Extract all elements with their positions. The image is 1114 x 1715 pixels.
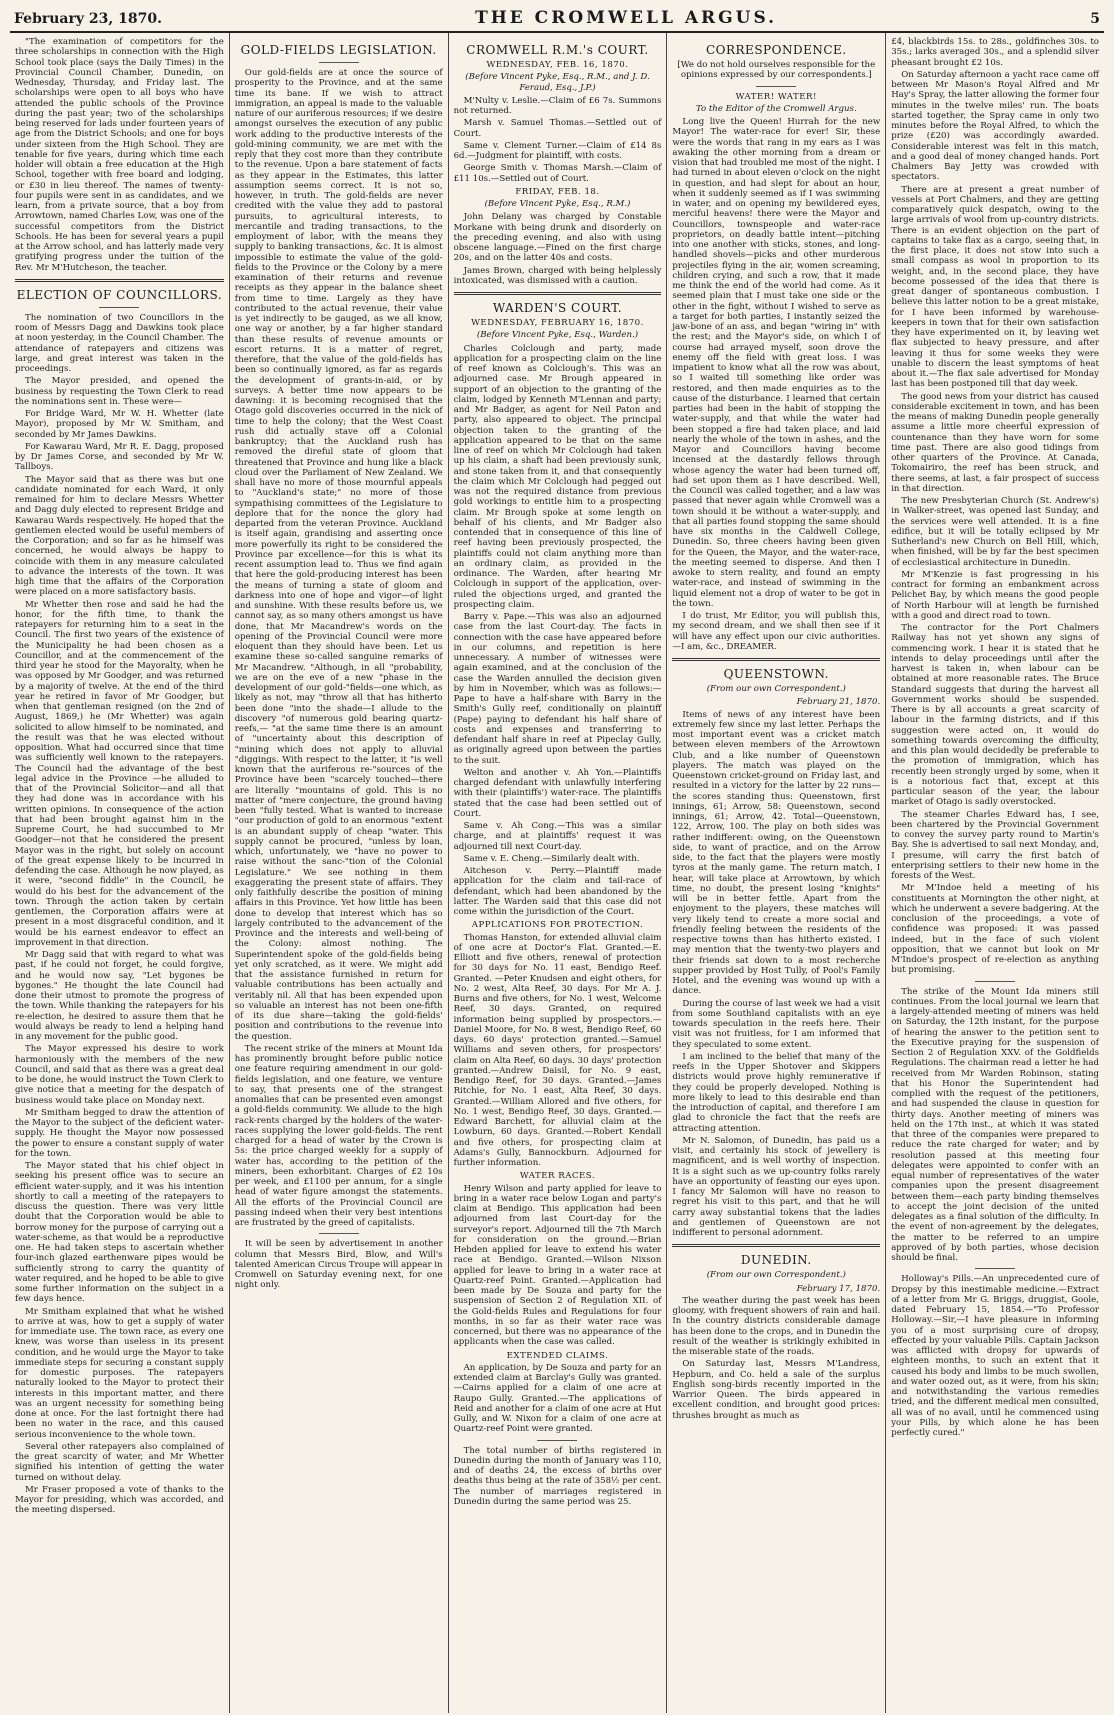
- court-date: FRIDAY, FEB. 18.: [515, 186, 600, 197]
- court-case: Charles Colclough and party, made application for a prospecting claim on the line of reef known as Colclough's. This was an adjourned case. Mr Brough appeared in support of an objection to the granting of the claim, lodged by Kenneth M'Lennan and party; and Mr Badger, as agent for Neil Paton and party, also appeared to object. The principal objection taken to the granting of the application appeared to be that on the same line of reef on which Mr Colclough had taken up his claim, a shaft had been previously sunk, and stone taken from it, and that consequently the claim which Mr Colclough had pegged out was not the required distance from previous gold workings to entitle him to a prospecting claim. Mr Brough spoke at some length on behalf of his clients, and Mr Badger also contended that in consequence of this line of reef having been previously prospected, the plaintiffs could not claim anything more than an ordinary claim, as provided in the ordinance. The Warden, after hearing Mr Colclough in support of the application, over-ruled the objections urged, and granted the prospecting claim.: [453, 343, 662, 610]
- issue-date: February 23, 1870.: [14, 11, 162, 27]
- court-date: WEDNESDAY, FEBRUARY 16, 1870.: [471, 318, 644, 328]
- editorial-note: [We do not hold ourselves responsible for the opinions expressed by our correspondents.]: [677, 60, 876, 81]
- section-subheading: APPLICATIONS FOR PROTECTION.: [471, 920, 644, 931]
- article-paragraph: During the course of last week we had a visit from some Southland capitalists with an eye towards speculation in the reefs here. Their visit was not fruitless, for I am informed that they speculated to some extent.: [672, 998, 881, 1050]
- dateline: February 21, 1870.: [796, 697, 881, 708]
- column-2: [229, 33, 448, 1713]
- newspaper-title: THE CROMWELL ARGUS.: [475, 8, 778, 28]
- divider: [672, 1244, 880, 1247]
- court-case: Henry Wilson and party applied for leave to bring in a water race below Logan and party's claim at Bendigo. This application had been adjourned from last Court-day for the surveyor's report. Adjourned till the 7th March for consideration on the ground.—Brian Hebden applied for leave to extend his water race at Bendigo. Granted.—Wilson Nixson applied for leave to bring in a water race at Quartz-reef Point. Granted.—Application had been made by De Souza and party for the suspension of Section 2 of Regulation XII. of the Gold-fields Rules and Regulations for four months, in so far as their water race was concerned, but there was no appearance of the applicants when the case was called.: [453, 1183, 662, 1348]
- article-paragraph: Items of news of any interest have been extremely few since my last letter. Perhaps the most important event was a cricket match between eleven members of the Arrowtown Club, and a like number of Queenstown players. The match was played on the Queenstown cricket-ground on Friday last, and resulted in a victory for the latter by 22 runs—the scores standing thus: Queenstown, first innings, 61; Arrow, 58: Queenstown, second innings, 61; Arrow, 42. Total—Queenstown, 122, Arrow, 100. The play on both sides was rather indifferent: owing, on the Queenstown side, to want of practice, and on the Arrow side, to the fact that the players were mostly tyros at the manly game. The return match, I hear, will take place at Arrowtown, by which time, no doubt, the present losing "knights" will be in better fettle. Apart from the enjoyment to the players, these matches will very likely tend to create a more social and friendly feeling between the residents of the respective towns than has hitherto existed. I may mention that the twenty-two players and their friends sat down to a most recherche supper provided by Host Tully, of Pool's Family Hotel, and the evening was wound up with a dance.: [672, 709, 881, 997]
- births-notice: The total number of births registered in Dunedin during the month of January was 110, and of deaths 24, the excess of births over deaths thus being at the rate of 358½ per cent. The number of marriages registered in Dunedin during the same period was 25.: [453, 1445, 662, 1507]
- article-paragraph: The good news from your district has caused considerable excitement in town, and has been the means of making Dunedin people generally assume a little more cheerful expression of countenance than they have worn for some time past. There are also good tidings from other quarters of the Province. At Canada, Tokomairiro, the reef has been struck, and there seems, at last, a fair prospect of success in that direction.: [891, 391, 1099, 494]
- article-paragraph: Mr Smitham begged to draw the attention of the Mayor to the subject of the deficient water-supply. He thought the Mayor now possessed the power to ensure a constant supply of water for the town.: [15, 1107, 224, 1159]
- divider: [454, 292, 662, 295]
- article-paragraph: The new Presbyterian Church (St. Andrew's) in Walker-street, was opened last Sunday, and the services were well attended. It is a fine edifice, but it will be totally eclipsed by Mr Sutherland's new Church on Bell Hill, which, when finished, will be by far the best specimen of ecclesiastical architecture in Dunedin.: [891, 496, 1099, 568]
- divider: [672, 658, 880, 661]
- article-paragraph: The Mayor stated that his chief object in seeking his present office was to secure an efficient water-supply, and it was his intention shortly to call a meeting of the ratepayers to discuss the question. There was very little doubt that the Corporation would be able to borrow money for the purpose of carrying out a water-scheme, as that would be a reproductive one. He had taken steps to ascertain whether four-inch glazed earthenware pipes would be sufficiently strong to carry the quantity of water required, and he hoped to be able to give some further information on the subject in a few days hence.: [15, 1161, 224, 1305]
- court-case: Same v. Clement Turner.—Claim of £14 8s 6d.—Judgment for plaintiff, with costs.: [453, 140, 662, 161]
- letter-title: WATER! WATER!: [735, 91, 817, 102]
- short-rule: [975, 1268, 1015, 1269]
- article-paragraph: There are at present a great number of vessels at Port Chalmers, and they are getting comparatively quick despatch, owing to the large arrivals of wool from up-country districts. There is an evident objection on the part of captains to take flax as a cargo, seeing that, in the first place, it does not stow into such a small compass as wool in proportion to its weight, and, in the second place, they have become possessed of the idea that there is great danger of spontaneous combustion. I believe this latter notion to be a great mistake, for I have been informed by warehouse-keepers in town that for their own satisfaction they have experimented on it, by leaving wet flax subjected to heavy pressure, and after leaving it thus for some weeks they were unable to discern the least symptoms of heat about it.—The flax sale advertised for Monday last has been postponed till that day week.: [891, 184, 1099, 390]
- article-paragraph: For Kawarau Ward, Mr R. E. Dagg, proposed by Dr James Corse, and seconded by Mr W. Tallboys.: [15, 441, 224, 473]
- dunedin-heading: DUNEDIN.: [740, 1253, 812, 1268]
- court-case: Aitcheson v. Perry.—Plaintiff made application for the claim and tail-race of defendant, which had been abandoned by the latter. The Warden said that this case did not come within the jurisdiction of the Court.: [453, 866, 662, 917]
- wardens-court-heading: WARDEN'S COURT.: [492, 301, 623, 315]
- circus-notice: It will be seen by advertisement in another column that Messrs Bird, Blow, and Will's talented American Circus Troupe will appear in Cromwell on Saturday evening next, for one night only.: [234, 1239, 443, 1291]
- article-paragraph: Mr N. Salomon, of Dunedin, has paid us a visit, and certainly his stock of jewellery is magnificent, and is well worthy of inspection. It is a sight such as we up-country folks rarely have an opportunity of feasting our eyes upon. I fancy Mr Salomon will have no reason to regret his visit to this part, and that he will carry away substantial tokens that the ladies and gentlemen of Queenstown are not indifferent to personal adornment.: [672, 1135, 881, 1238]
- letter-body: Long live the Queen! Hurrah for the new Mayor! The water-race for ever! Sir, these were the words that rang in my ears as I was awaking the other morning from a dream or vision that had troubled me most of the night. I had turned in about eleven o'clock on the night in question, and had slept for about an hour, when it suddenly seemed as if I was swimming in water, and on opening my bewildered eyes, merciful heavens! there were the Mayor and Councillors, townspeople and water-race proprietors, on deadly battle intent—pitching into one another with sticks, stones, and long-handled shovels—picks and other murderous projectiles flying in the air, women screaming, children crying, and such a row, that it made me think the end of the world had come. As it seemed plain that I must take one side or the other in the fight, without I wished to serve as a target for both parties, I instantly seized the jaw-bone of an ass, and began "wiring in" with the rest; and the Mayor's side, on which I of course had arrayed myself, soon drove the enemy off the field with great loss. I was impatient to know what all the row was about, so I waited till something like order was restored, and then made enquiries as to the cause of the disturbance. I learned that certain parties had been in the habit of stopping the water-supply, and that while the water had been stopped a fire had taken place, and laid nearly the whole of the town in ashes, and the Mayor and Councillors having become incensed at the dastardly fellows through whose agency the water had been turned off, had set upon them as I have described. Well, the Council was called together, and a law was passed that never again while Cromwell was a town should it be without a water-supply, and that all parties found stopping the same should have six months in the Caldwell College, Dunedin. So, three cheers having been given for the Queen, the Mayor, and the water-race, the meeting seemed to disperse. And then I awoke to stern reality, and found an empty water-race, and instead of swimming in the liquid element not a drop of water to be got in the town.: [672, 117, 881, 609]
- short-rule: [975, 981, 1015, 982]
- scholarship-paragraph: "The examination of competitors for the three scholarships in connection with the High School took place (says the Daily Times) in the Provincial Council Chamber, Dunedin, on Wednesday, Thursday, and Friday last. The scholarships were open to all boys who have attended the public schools of the Province during the past year; two of the scholarships being reserved for lads under fourteen years of age from the District Schools; and one for boys under sixteen from the High School. They are tenable for five years, during which time each holder will obtain a free education at the High School, together with free board and lodging, or £30 in lieu thereof. The names of twenty-four pupils were sent in as candidates, and we learn, from a private source, that a boy from Arrowtown, named Charles Low, was one of the successful competitors from the District Schools. He has been for several years a pupil at the Arrow school, and has latterly made very gratifying progress under the tuition of the Rev. Mr M'Hutcheson, the teacher.: [15, 37, 224, 273]
- article-paragraph: £4, blackbirds 15s. to 28s., goldfinches 30s. to 35s.; larks averaged 30s., and a splendid silver pheasant brought £2 10s.: [891, 37, 1099, 68]
- article-paragraph: Mr M'Kenzie is fast progressing in his contract for forming an embankment across Pelichet Bay, by which means the good people of North Harbour will at length be furnished with a good and direct road to town.: [891, 569, 1099, 621]
- court-bench: (Before Vincent Pyke, Esq., Warden.): [476, 330, 639, 341]
- article-paragraph: The steamer Charles Edward has, I see, been chartered by the Provincial Government to convey the survey party round to Martin's Bay. She is advertised to sail next Monday, and, I presume, will carry the first batch of enterprising settlers to their new home in the forests of the West.: [891, 809, 1099, 881]
- article-paragraph: For Bridge Ward, Mr W. H. Whetter (late Mayor), proposed by Mr W. Smitham, and seconded by Mr James Dawkins.: [15, 409, 224, 440]
- section-subheading: EXTENDED CLAIMS.: [506, 1350, 609, 1361]
- correspondent-line: (From our own Correspondent.): [706, 684, 846, 694]
- article-paragraph: The Mayor said that as there was but one candidate nominated for each Ward, it only remained for him to declare Messrs Whetter and Dagg duly elected to represent Bridge and Kawarau Wards respectively. He hoped that the gentlemen elected would be useful members of the Corporation; and so far as he himself was concerned, he would always be happy to coincide with them in any measure calculated to advance the interests of the town. It was high time that the affairs of the Corporation were placed on a more satisfactory basis.: [15, 474, 224, 598]
- court-case: Same v. E. Cheng.—Similarly dealt with.: [463, 853, 640, 864]
- dateline: February 17, 1870.: [796, 1283, 881, 1294]
- divider: [15, 279, 224, 282]
- article-paragraph: I am inclined to the belief that many of the reefs in the Upper Shotover and Skippers districts would prove highly remunerative if they could be properly developed. Nothing is more likely to lead to this desirable end than the introduction of capital, and therefore I am glad to chronicle the fact that the reefs are attracting attention.: [672, 1051, 881, 1134]
- masthead: [10, 6, 1104, 33]
- court-case: James Brown, charged with being helplessly intoxicated, was dismissed with a caution.: [453, 265, 662, 286]
- article-paragraph: Several other ratepayers also complained of the great scarcity of water, and Mr Whetter signified his intention of getting the water turned on without delay.: [15, 1441, 224, 1483]
- article-paragraph: Mr Dagg said that with regard to what was past, if he could not forget, he could forgive, and he would now say, "Let bygones be bygones." He thought the late Council had done their utmost to promote the progress of the town. While thanking the ratepayers for his re-election, he desired to assure them that he would always be ready to lend a helping hand in any movement for the public good.: [15, 950, 224, 1042]
- court-bench: (Before Vincent Pyke, Esq., R.M.): [484, 199, 631, 209]
- article-paragraph: On Saturday afternoon a yacht race came off between Mr Mason's Royal Alfred and Mr Hay's Spray, the latter allowing the former four minutes in the twelve miles' run. The boats started together, the Spray came in only two minutes before the Royal Alfred, to which the prize (£20) was accordingly awarded. Considerable interest was felt in this match, and a good deal of money changed hands. Port Chalmers Bay Jetty was crowded with spectators.: [891, 69, 1099, 183]
- article-paragraph: The recent strike of the miners at Mount Ida has prominently brought before public notice one feature requiring amendment in our gold-fields legislation, and one feature, we venture to say, that presents one of the strangest anomalies that can be presented even amongst a gold-fields community. We allude to the high rack-rents charged by the holders of the water-races supplying the lower gold-fields. The rent charged for a head of water by the Crown is 5s: the price charged weekly for a supply of water has, according to the petition of the miners, been exhorbitant. Charges of £2 10s per week, and £1100 per annum, for a single head of water figure amongst the statements. All the efforts of the Provincial Council are passing indeed when their very best intentions are frustrated by the greed of capitalists.: [234, 1043, 443, 1228]
- court-case: Barry v. Pape.—This was also an adjourned case from the last Court-day. The facts in connection with the case have appeared before in our columns, and repetition is here unnecessary. A number of witnesses were again examined, and at the conclusion of the case the Warden annulled the decision given by him in November, which was as follows:—Pape to have a half-share with Barry in the Smith's Gully reef, conditionally on plaintiff (Pape) paying to defendant his half share of costs and expenses and transferring to defendant half share in reef at Pipeclay Gully, as originally agreed upon between the parties to the suit.: [453, 612, 662, 766]
- queenstown-heading: QUEENSTOWN.: [723, 667, 829, 681]
- column-4: [666, 33, 885, 1713]
- goldfields-heading: GOLD-FIELDS LEGISLATION.: [240, 43, 437, 57]
- article-paragraph: Mr M'Indoe held a meeting of his constituents at Mornington the other night, at which he underwent a severe badgering. At the conclusion of the proceedings, a vote of confidence was proposed: it was passed indeed, but in the face of such violent opposition, that we cannot but look on Mr M'Indoe's prospect of re-election as anything but promising.: [891, 883, 1099, 976]
- short-rule: [319, 62, 359, 63]
- article-paragraph: Mr Fraser proposed a vote of thanks to the Mayor for presiding, which was accorded, and the meeting dispersed.: [15, 1484, 224, 1516]
- court-case: John Delany was charged by Constable Morkane with being drunk and disorderly on the preceding evening, and also with using obscene language.—Fined on the first charge 20s, and on the latter 40s and costs.: [453, 212, 662, 264]
- correspondence-heading: CORRESPONDENCE.: [705, 43, 847, 57]
- short-rule: [319, 1233, 359, 1234]
- article-paragraph: On Saturday last, Messrs M'Landress, Hepburn, and Co. held a sale of the surplus English song-birds recently imported in the Warrior Queen. The birds appeared in excellent condition, and brought good prices: thrushes brought as much as: [672, 1359, 881, 1421]
- letter-signoff: I do trust, Mr Editor, you will publish this, my second dream, and we shall then see if it will have any effect upon our civic authorities. —I am, &c., DREAMER.: [672, 611, 881, 652]
- court-case: Marsh v. Samuel Thomas.—Settled out of Court.: [453, 118, 662, 139]
- article-paragraph: Our gold-fields are at once the source of prosperity to the Province, and at the same time its bane. If we wish to attract immigration, an appeal is made to the valuable nature of our auriferous resources; if we desire amongst ourselves the execution of any public work adding to the productive interests of the gold-mining community, we are met with the reply that they cost more than they contribute to the revenue. Upon a bare statement of facts as they appear in the Estimates, this latter assumption seems correct. It is not so, however, in truth. The gold-fields are never credited with the value they add to pastoral pursuits, to agricultural interests, to mercantile and trading transactions, to the employment of labor, with the means they supply to banking transactions, &c. It is almost impossible to estimate the value of the gold-fields to the Province or the Colony by a mere examination of their returns and revenue receipts as they appear in the balance sheet from time to time. Largely as they have contributed to the actual revenue, their value is yet indirectly to be gauged, as we all know, one way or another, by a far higher standard than these results of revenue amounts or escort returns. It is a matter of regret, therefore, that the value of the gold-fields has been so continually ignored, as far as regards the development of grants-in-aid, or by surveys. A better time now appears to be dawning: it is becoming recognised that the Otago gold discoveries occurred in the nick of time to help the colony; that the West Coast rush did actually stave off a Colonial bankruptcy; that the Auckland rush has removed the direful state of gloom that threatened that Province and hung like a black cloud over the Parliament of New Zealand. We shall have no more of those mournful appeals to "Auckland's state;" no more of those sympathising committees of the Legislature to deplore that for the nonce the glory had departed from the veteran Province. Auckland is itself again, grandising and asserting once more powerfully its right to be considered the Province par excellence—for this is what its recent assumption lead to. Thus we find again that here the gold-producing interest has been the means of turning a state of gloom and darkness into one of hope and vigor—of light and sunshine. With these results before us, we cannot say, as so many others amongst us have done, that Mr Macandrew's words on the opening of the Provincial Council were more eloquent than they should have been. Let us examine these so-called sanguine remarks of Mr Macandrew. "Although, in all "probability, we are on the eve of a new "phase in the development of our gold-"fields—one which, as likely as not, may "throw all that has hitherto been done "into the shade—I allude to the discovery "of numerous gold bearing quartz-reefs,— "at the same time there is an amount of "uncertainty about this description of "mining which does not apply to alluvial "diggings. With respect to the latter, it "is well known that the auriferous re-"sources of the Province have been "scarcely touched—there are literally "mountains of gold. This is no matter of "mere conjecture, the ground having been "fully tested. What is wanted to increase "our production of gold to an enormous "extent is an abundant supply of cheap "water. This supply cannot be procured, "unless by loan, which, unfortunately, we "have no power to raise without the sanc-"tion of the Colonial Legislature." We see nothing in them exaggerating the present state of affairs. They only faithfully describe the position of mining affairs in this Province. Yet how little has been done to develop that interest which has so largely contributed to the advancement of the Province and the interests and well-being of the Colony: almost nothing. The Superintendent spoke of the gold-fields being yet only scratched, as it were. We might add that the assistance furnished in return for valuable contributions has been actually and veritably nil. All that has been expended upon so valuable an interest has not been one-fifth of its due share—taking the gold-fields' position and contributions to the revenue into the question.: [234, 68, 443, 1042]
- article-paragraph: The Mayor presided, and opened the business by requesting the Town Clerk to read the nominations sent in. These were—: [15, 376, 224, 407]
- court-case: Welton and another v. Ah Yon.—Plaintiffs charged defendant with unlawfully interfering with their (plaintiffs') water-race. The plaintiffs stated that the case had been settled out of Court.: [453, 767, 662, 819]
- court-case: An application, by De Souza and party for an extended claim at Barclay's Gully was granted. —Cairns applied for a claim of one acre at Raupo Gully. Granted.—The applications of Reid and another for a claim of one acre at Hut Gully, and W. Nixon for a claim of one acre at Quartz-reef Point were granted.: [453, 1362, 662, 1435]
- columns: [10, 33, 1104, 1713]
- column-5: [885, 33, 1104, 1713]
- election-heading: ELECTION OF COUNCILLORS.: [16, 287, 223, 302]
- short-rule: [537, 1440, 577, 1441]
- short-rule: [756, 86, 796, 87]
- article-paragraph: The strike of the Mount Ida miners still continues. From the local journal we learn that a largely-attended meeting of miners was held on Saturday, the 12th instant, for the purpose of hearing the answer to the petition sent to the Executive praying for the suspension of Section 2 of Regulation XXV. of the Goldfields Regulations. The chairman read a letter he had received from Mr Warden Robinson, stating that his Honor the Superintendent had complied with the request of the petitioners, and had suspended the clause in question for thirty days. Another meeting of miners was held on the 17th inst., at which it was stated that three of the companies were prepared to reduce the rate charged for water; and by resolution passed at this meeting four delegates were appointed to confer with an equal number of representatives of the water companies upon the present disagreement between them—each party binding themselves to accept the joint decision of the united delegates as a final solution of the difficulty. In the event of non-agreement by the delegates, the matter to be referred to an umpire approved of by both parties, whose decision should be final.: [891, 986, 1099, 1263]
- article-paragraph: Mr Whetter then rose and said he had the honor, for the fifth time, to thank the ratepayers for returning him to a seat in the Council. The first two years of the existence of the Municipality he had been chosen as a Councillor, and at the commencement of the third year he stood for the Mayoralty, when he was opposed by Mr Goodger, and was returned by a majority of twelve. At the end of the third year he retired in favor of Mr Goodger, but when that gentleman resigned (on the 2nd of August, 1869,) he (Mr Whetter) was again solicited to allow himself to be nominated, and the result was that he was elected without opposition. What had occurred since that time was sufficiently well known to the ratepayers. The Council had the advantage of the best legal advice in the Province —he alluded to that of the Provincial Solicitor—and all that they had done was in accordance with his written opinions. In consequence of the action that had been brought against him in the Supreme Court, he had succumbed to Mr Goodger—not that he considered the present Mayor was in the right, but solely on account of the great expense likely to be incurred in defending the case. Although he now played, as it were, "second fiddle" in the Council, he would do his best for the advancement of the town. Through the action taken by certain gentlemen, the Corporation affairs were at present in a most disgraceful condition, and it would be his earnest endeavor to effect an improvement in that direction.: [15, 599, 224, 948]
- court-case: Thomas Hanston, for extended alluvial claim of one acre at Doctor's Flat. Granted.—E. Elliott and five others, renewal of protection for 30 days for No. 11 east, Bendigo Reef. Granted. —Peter Knudsen and eight others, for No. 2 west, Alta Reef, 30 days. For Mr A. J. Burns and five others, for No. 1 west, Welcome Reef, 30 days. Granted, on required information being supplied by prospectors.—Daniel Moore, for No. 8 west, Bendigo Reef, 60 days. 60 days' protection granted.—Samuel Williams and seven others, for prospectors' claim on Alta Reef, 60 days. 30 days' protection granted.—Andrew Daisil, for No. 9 east, Bendigo Reef, for 30 days. Granted.—James Ritchie, for No. 1 east, Alta Reef, 30 days. Granted.—William Allored and five others, for No. 1 west, Bendigo Reef, 30 days. Granted.—Edward Barchett, for alluvial claim at the Lowburn, 60 days. Granted.—Robert Kendall and five others, for prospecting claim at Adams's Gully, Bannockburn. Adjourned for further information.: [453, 932, 662, 1168]
- court-date: WEDNESDAY, FEB. 16, 1870.: [486, 60, 629, 70]
- article-paragraph: Mr Smitham explained that what he wished to arrive at was, how to get a supply of water for immediate use. The town race, as every one knew, was worse than useless in its present condition, and he would urge the Mayor to take immediate steps for securing a constant supply for domestic purposes. The ratepayers naturally looked to the Mayor to protect their interests in this important matter, and there was an urgent necessity for something being done at once. For the last fortnight there had been no water in the race, and this caused serious inconvenience to the whole town.: [15, 1306, 224, 1440]
- court-case: George Smith v. Thomas Marsh.—Claim of £11 10s.—Settled out of Court.: [453, 163, 662, 184]
- article-paragraph: The nomination of two Councillors in the room of Messrs Dagg and Dawkins took place at noon yesterday, in the Council Chamber. The attendance of ratepayers and citizens was large, and great interest was taken in the proceedings.: [15, 312, 224, 374]
- article-paragraph: The contractor for the Port Chalmers Railway has not yet shown any signs of commencing work. I hear it is stated that he intends to delay proceedings until after the harvest is taken in, when labour can be obtained at more reasonable rates. The Bruce Standard suggests that during the harvest all Government works should be suspended. There is by all accounts a great scarcity of labour in the farming districts, and if this suggestion were acted on, it would do something towards overcoming the difficulty, and this plan would decidedly be preferable to the promotion of immigration, which has recently been strongly urged by some, when it is a notorious fact that, except at this particular season of the year, the labour market of Otago is sadly overstocked.: [891, 623, 1099, 808]
- column-3: [448, 33, 667, 1713]
- article-paragraph: The weather during the past week has been gloomy, with frequent showers of rain and hail. In the country districts considerable damage has been done to the crops, and in Dunedin the result of the weather is strikingly exhibited in the miserable state of the roads.: [672, 1295, 881, 1357]
- section-subheading: WATER RACES.: [519, 1171, 596, 1182]
- page-number: 5: [1090, 11, 1100, 27]
- article-paragraph: The Mayor expressed his desire to work harmoniously with the members of the new Council, and said that as there was a great deal to be done, he would instruct the Town Clerk to give notice that a meeting for the despatch of business would take place on Monday next.: [15, 1044, 224, 1106]
- short-rule: [99, 307, 139, 308]
- correspondent-line: (From our own Correspondent.): [706, 1270, 846, 1281]
- court-case: Same v. Ah Cong.—This was a similar charge, and at plaintiffs' request it was adjourned till next Court-day.: [453, 821, 662, 852]
- letter-salutation: To the Editor of the Cromwell Argus.: [695, 103, 857, 114]
- court-bench: (Before Vincent Pyke, Esq., R.M., and J. D. Feraud, Esq., J.P.): [465, 72, 650, 93]
- column-1: [10, 33, 229, 1713]
- advertisement-paragraph: Holloway's Pills.—An unprecedented cure of Dropsy by this inestimable medicine.—Extract of a letter from Mr G. Briggs, druggist, Goole, dated February 15, 1854.—"To Professor Holloway.—Sir,—I have pleasure in informing you of a most surprising cure of dropsy, effected by your valuable Pills. Captain Jackson was afflicted with dropsy for upwards of eighteen months, to such an extent that it caused his body and limbs to be much swollen, and water oozed out, as it were, from his skin; and notwithstanding the various remedies tried, and the different medical men consulted, all was of no avail, until he commenced using your Pills, by which alone he has been perfectly cured.": [891, 1274, 1099, 1438]
- rm-court-heading: CROMWELL R.M.'s COURT.: [466, 43, 649, 57]
- court-case: M'Nulty v. Leslie.—Claim of £6 7s. Summons not returned.: [453, 95, 662, 116]
